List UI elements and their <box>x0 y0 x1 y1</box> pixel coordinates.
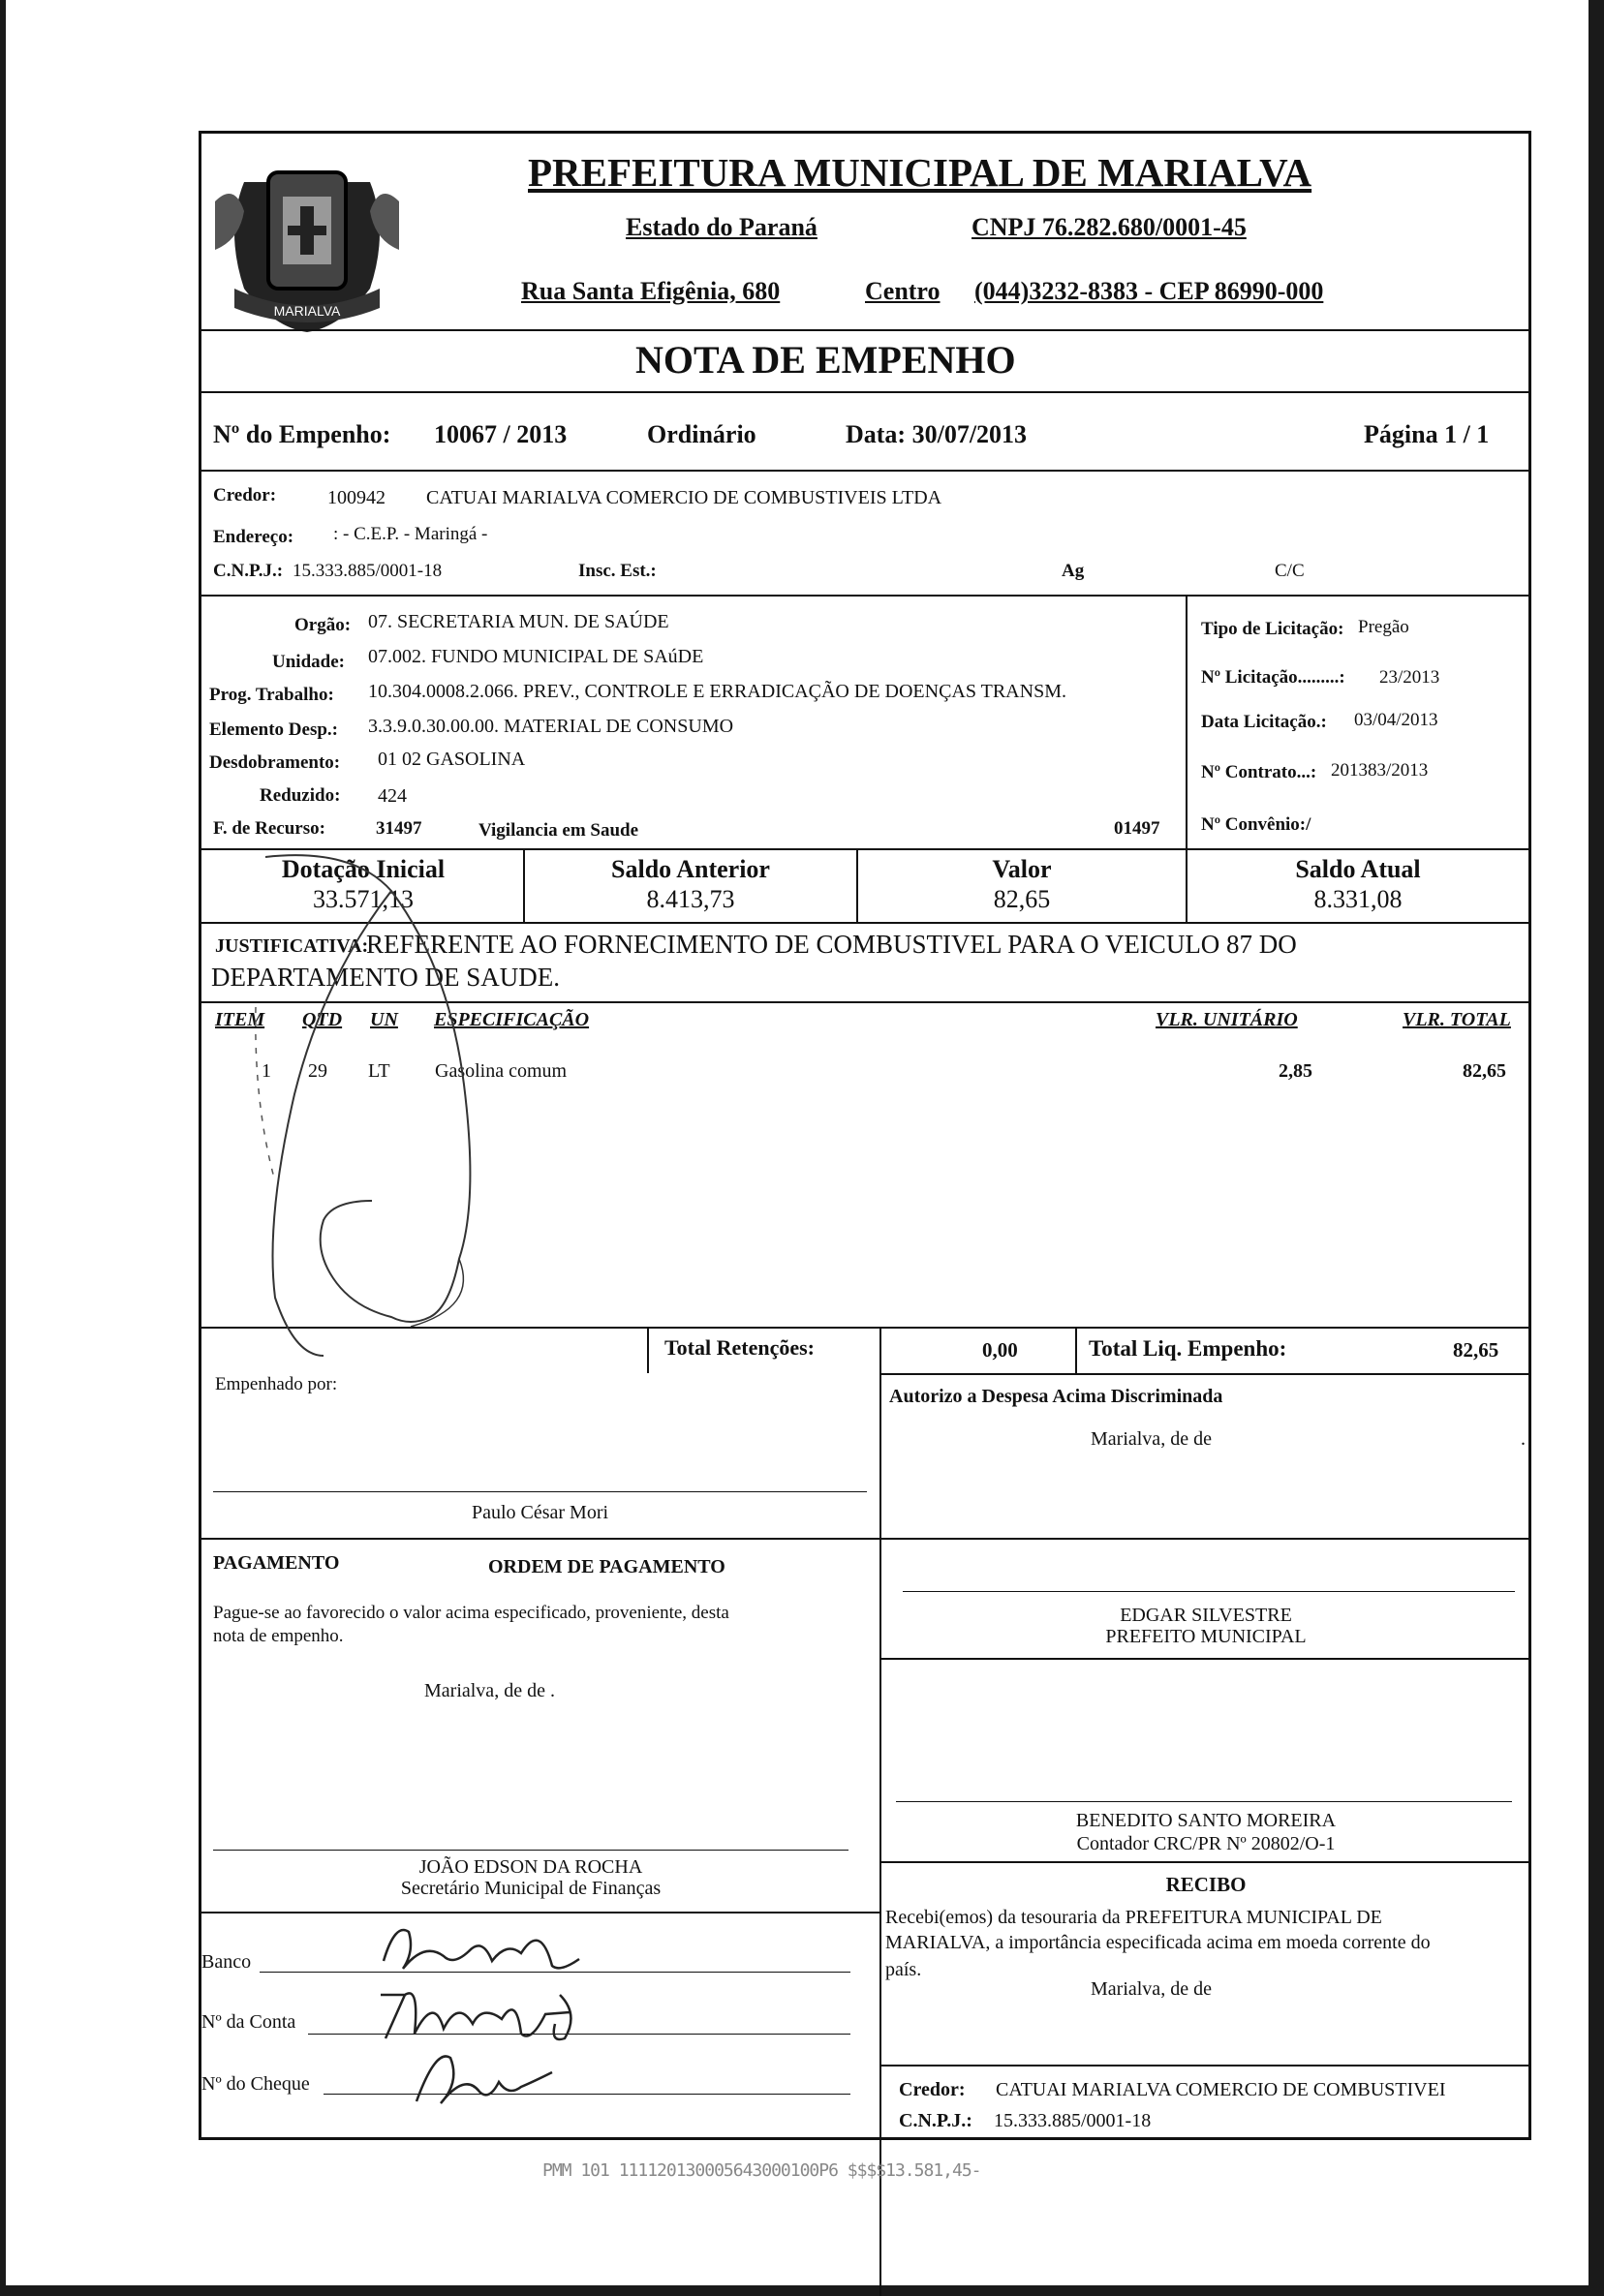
dotacao-label: Dotação Inicial <box>281 855 446 883</box>
row-un: LT <box>368 1060 390 1082</box>
header-cnpj: CNPJ 76.282.680/0001-45 <box>972 213 1247 241</box>
signature-line <box>903 1591 1515 1592</box>
pagamento-text-line1: Pague-se ao favorecido o valor acima especificado, proveniente, desta <box>213 1603 729 1623</box>
credor-name: CATUAI MARIALVA COMERCIO DE COMBUSTIVEIS LTDA <box>426 487 942 508</box>
prog-label: Prog. Trabalho: <box>209 685 334 705</box>
page-number: Página 1 / 1 <box>1364 420 1490 448</box>
credor-address: : - C.E.P. - Maringá - <box>333 524 488 544</box>
recibo-city-date: Marialva, de de <box>1091 1978 1212 2000</box>
signature-line <box>213 1491 867 1492</box>
insc-label: Insc. Est.: <box>578 561 657 581</box>
cc-label: C/C <box>1275 561 1305 581</box>
empenho-type: Ordinário <box>647 420 756 448</box>
prefeito-title: PREFEITO MUNICIPAL <box>1105 1626 1307 1647</box>
municipal-crest-icon <box>215 143 399 337</box>
divider <box>879 1861 1531 1863</box>
convenio-label: Nº Convênio:/ <box>1201 814 1311 835</box>
autorizo-dot: . <box>1521 1428 1526 1450</box>
unidade-value: 07.002. FUNDO MUNICIPAL DE SAúDE <box>368 646 704 667</box>
address-label: Endereço: <box>213 527 294 547</box>
total-retencoes-value: 0,00 <box>982 1338 1018 1362</box>
saldo-anterior-value: 8.413,73 <box>646 885 735 913</box>
data-licitacao-value: 03/04/2013 <box>1354 710 1438 730</box>
cnpj-label: C.N.P.J.: <box>213 561 284 581</box>
divider <box>199 848 1531 850</box>
recibo-title: RECIBO <box>1165 1873 1247 1896</box>
col-item: ITEM <box>215 1009 265 1030</box>
recibo-line3: país. <box>885 1959 922 1980</box>
recurso-label: F. de Recurso: <box>213 818 325 839</box>
saldo-anterior-label: Saldo Anterior <box>611 855 770 883</box>
signature-line <box>896 1801 1512 1802</box>
row-especificacao: Gasolina comum <box>435 1060 568 1082</box>
secretario-name: JOÃO EDSON DA ROCHA <box>418 1856 643 1878</box>
orgao-value: 07. SECRETARIA MUN. DE SAÚDE <box>368 611 669 632</box>
header-title: PREFEITURA MUNICIPAL DE MARIALVA <box>528 150 1312 195</box>
valor-label: Valor <box>992 855 1052 883</box>
ag-label: Ag <box>1062 561 1085 581</box>
pagamento-city-date: Marialva, de de . <box>424 1680 555 1701</box>
contrato-label: Nº Contrato...: <box>1201 762 1317 782</box>
divider <box>879 1327 881 1373</box>
col-vlr-total: VLR. TOTAL <box>1403 1009 1511 1030</box>
divider <box>199 470 1531 472</box>
row-vlr-unitario: 2,85 <box>1279 1060 1312 1082</box>
reduzido-label: Reduzido: <box>260 785 341 806</box>
dotacao-value: 33.571,13 <box>313 885 414 913</box>
recurso-name: Vigilancia em Saude <box>478 820 639 841</box>
signature-line <box>213 1850 848 1851</box>
divider <box>879 2065 1531 2066</box>
header-address: Rua Santa Efigênia, 680 <box>521 277 781 305</box>
credor-code: 100942 <box>327 487 386 508</box>
total-retencoes-label: Total Retenções: <box>664 1335 815 1360</box>
banco-label: Banco <box>201 1951 252 1973</box>
total-liquido-label: Total Liq. Empenho: <box>1089 1336 1287 1361</box>
scan-edge-right <box>1589 0 1604 2296</box>
desdob-label: Desdobramento: <box>209 752 341 773</box>
signature-conta-icon <box>376 1975 608 2048</box>
divider <box>1186 595 1188 850</box>
recibo-credor-value: CATUAI MARIALVA COMERCIO DE COMBUSTIVEI <box>996 2079 1446 2100</box>
empenho-number: 10067 / 2013 <box>434 420 568 448</box>
elemento-label: Elemento Desp.: <box>209 719 338 740</box>
recibo-line1: Recebi(emos) da tesouraria da PREFEITURA MUNICIPAL DE <box>885 1907 1382 1928</box>
col-qtd: QTD <box>302 1009 343 1030</box>
pagamento-text-line2: nota de empenho. <box>213 1626 344 1646</box>
recurso-code: 01497 <box>1114 818 1160 839</box>
col-vlr-unitario: VLR. UNITÁRIO <box>1156 1009 1298 1030</box>
prefeito-name: EDGAR SILVESTRE <box>1120 1605 1292 1626</box>
empenhado-label: Empenhado por: <box>215 1374 338 1394</box>
credor-cnpj: 15.333.885/0001-18 <box>293 561 443 581</box>
scan-edge-bottom <box>0 2285 1604 2296</box>
recibo-line2: MARIALVA, a importância especificada acima em moeda corrente do <box>885 1932 1431 1953</box>
divider <box>199 329 1531 331</box>
cheque-line <box>324 2094 850 2095</box>
crest-text: MARIALVA <box>273 303 341 319</box>
prog-value: 10.304.0008.2.066. PREV., CONTROLE E ERRADICAÇÃO DE DOENÇAS TRANSM. <box>368 681 1066 702</box>
empenhado-name: Paulo César Mori <box>471 1502 609 1523</box>
total-liquido-value: 82,65 <box>1453 1338 1499 1362</box>
header-district: Centro <box>865 277 941 305</box>
conta-label: Nº da Conta <box>201 2011 296 2033</box>
empenho-date: Data: 30/07/2013 <box>846 420 1028 448</box>
divider <box>1075 1327 1077 1373</box>
tipo-licitacao-value: Pregão <box>1358 617 1409 637</box>
divider <box>879 1658 1531 1660</box>
reduzido-value: 424 <box>378 785 407 807</box>
orgao-label: Orgão: <box>294 615 352 635</box>
col-especificacao: ESPECIFICAÇÃO <box>434 1009 590 1030</box>
handwritten-loop-mark <box>236 852 682 1462</box>
unidade-label: Unidade: <box>272 652 345 672</box>
divider <box>199 595 1531 597</box>
divider <box>199 391 1531 393</box>
tipo-licitacao-label: Tipo de Licitação: <box>1201 619 1344 639</box>
justificativa-line1: REFERENTE AO FORNECIMENTO DE COMBUSTIVEL PARA O VEICULO 87 DO <box>366 930 1297 959</box>
cheque-label: Nº do Cheque <box>201 2073 310 2095</box>
contador-name: BENEDITO SANTO MOREIRA <box>1075 1810 1337 1831</box>
divider <box>879 1373 1531 1375</box>
header-state: Estado do Paraná <box>626 213 817 241</box>
scan-edge-left <box>0 0 6 2296</box>
num-licitacao-value: 23/2013 <box>1379 667 1440 688</box>
ordem-pagamento-label: ORDEM DE PAGAMENTO <box>488 1556 725 1577</box>
saldo-atual-label: Saldo Atual <box>1295 855 1421 883</box>
justificativa-line2: DEPARTAMENTO DE SAUDE. <box>211 963 560 992</box>
autorizo-city-date: Marialva, de de <box>1091 1428 1212 1450</box>
recibo-cnpj-value: 15.333.885/0001-18 <box>994 2110 1152 2131</box>
signature-banco-icon <box>376 1913 589 1980</box>
data-licitacao-label: Data Licitação.: <box>1201 712 1327 732</box>
contador-title: Contador CRC/PR Nº 20802/O-1 <box>1076 1833 1336 1854</box>
credor-label: Credor: <box>213 485 277 505</box>
row-vlr-total: 82,65 <box>1463 1060 1506 1082</box>
row-item: 1 <box>262 1060 271 1082</box>
empenho-label: Nº do Empenho: <box>213 420 391 448</box>
num-licitacao-label: Nº Licitação.........: <box>1201 667 1345 688</box>
doc-title: NOTA DE EMPENHO <box>635 338 1016 382</box>
elemento-value: 3.3.9.0.30.00.00. MATERIAL DE CONSUMO <box>368 716 734 737</box>
divider <box>199 1538 1531 1540</box>
recibo-cnpj-label: C.N.P.J.: <box>899 2110 972 2131</box>
saldo-atual-value: 8.331,08 <box>1313 885 1403 913</box>
barcode-text: PMM 101 111120130005643000100P6 $$$$13.581,45- <box>542 2160 981 2181</box>
recibo-credor-label: Credor: <box>899 2079 966 2100</box>
col-un: UN <box>370 1009 398 1030</box>
pagamento-label: PAGAMENTO <box>213 1552 340 1574</box>
signature-cheque-icon <box>407 2043 562 2111</box>
desdob-value: 01 02 GASOLINA <box>378 749 526 770</box>
recurso-value: 31497 <box>376 818 422 839</box>
valor-value: 82,65 <box>993 885 1051 913</box>
justificativa-label: JUSTIFICATIVA: <box>215 935 369 957</box>
row-qtd: 29 <box>308 1060 327 1082</box>
autorizo-label: Autorizo a Despesa Acima Discriminada <box>889 1386 1223 1407</box>
header-phone-cep: (044)3232-8383 - CEP 86990-000 <box>974 277 1324 305</box>
contrato-value: 201383/2013 <box>1331 760 1429 781</box>
secretario-title: Secretário Municipal de Finanças <box>400 1878 662 1899</box>
